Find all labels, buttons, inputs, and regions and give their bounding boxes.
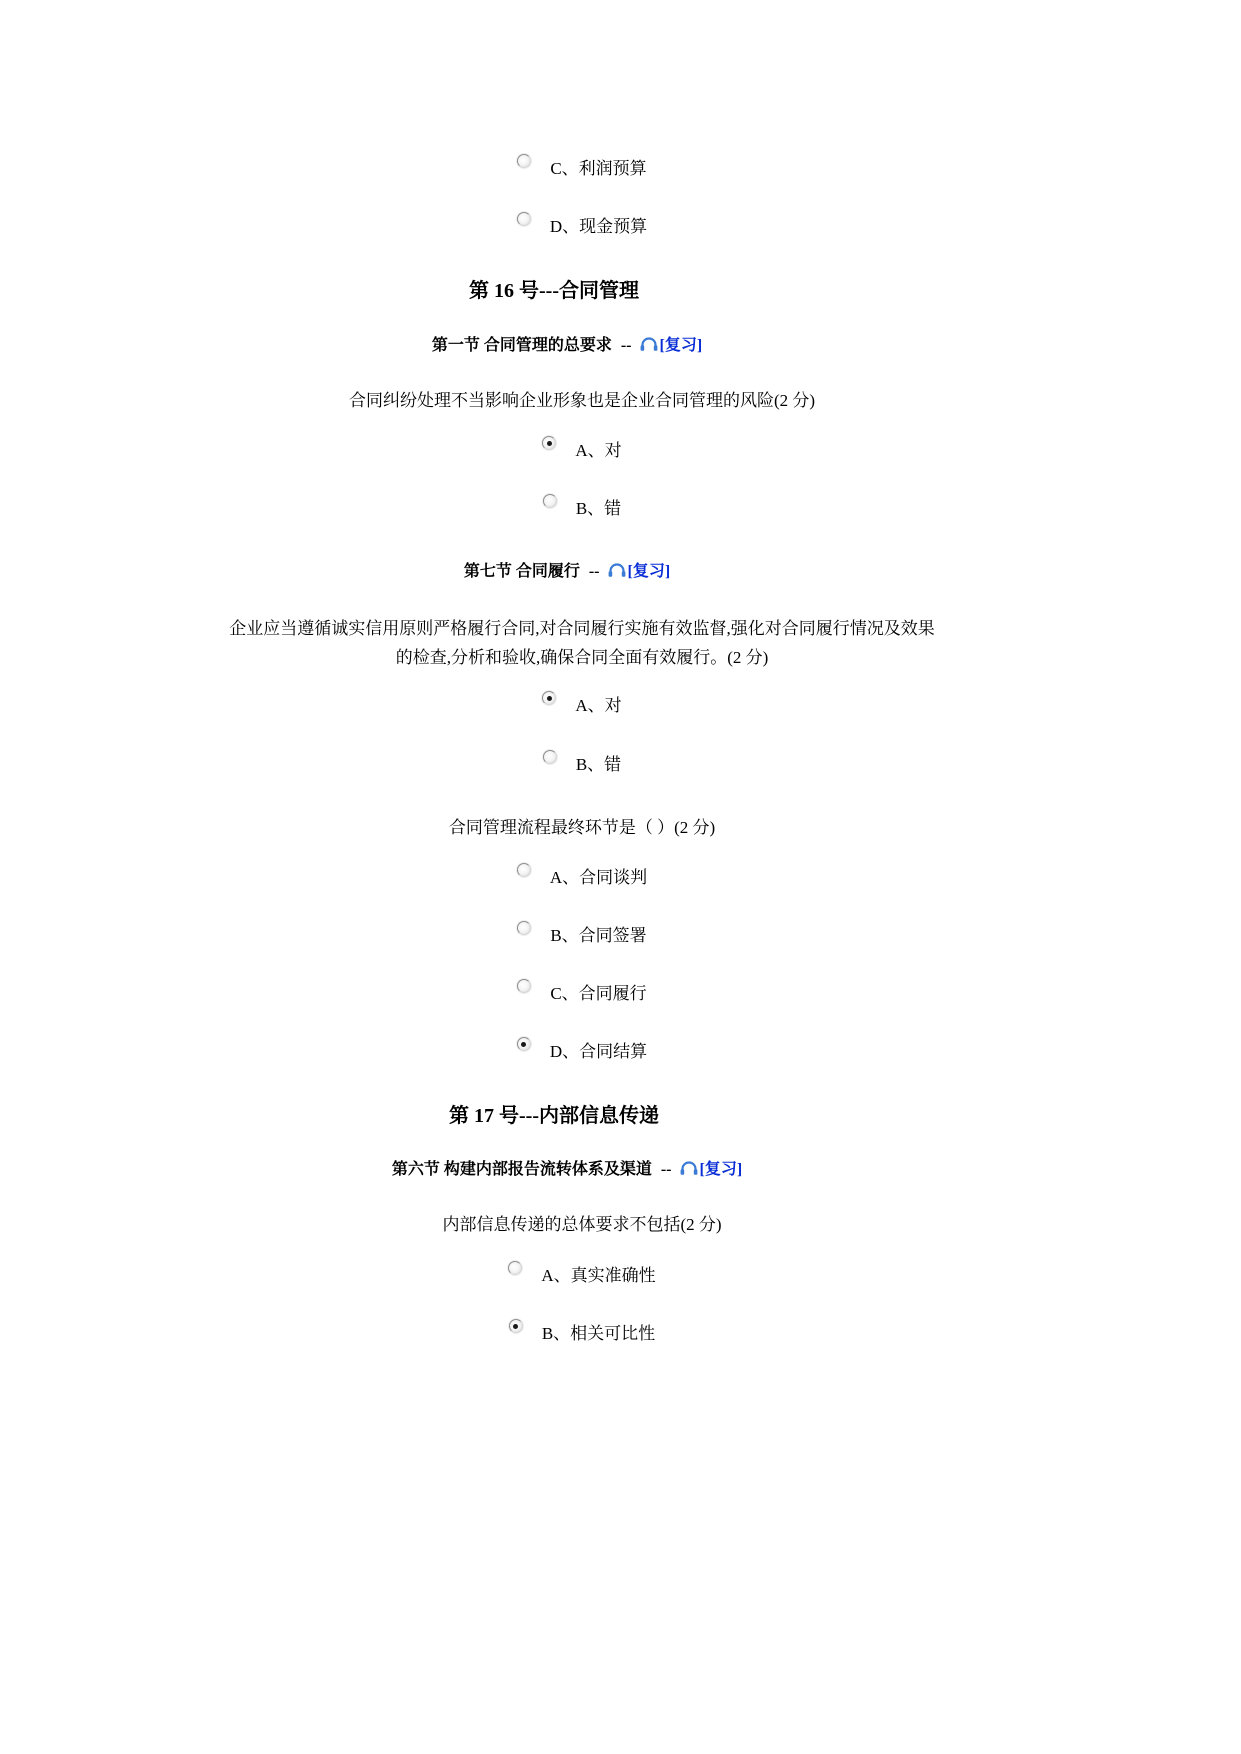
headphones-icon (639, 336, 659, 352)
option-row[interactable] (0, 696, 1164, 716)
radio-icon[interactable] (517, 154, 531, 168)
radio-icon[interactable] (543, 750, 557, 764)
question-text (0, 818, 1164, 838)
option-row[interactable] (0, 984, 1164, 1004)
option-row[interactable] (0, 217, 1164, 237)
option-row[interactable] (0, 1042, 1164, 1062)
question-line: 合同管理流程最终环节是（ ）(2 分) (448, 818, 716, 837)
headphones-icon (679, 1160, 699, 1176)
chapter-title: 第 16 号---合同管理 (469, 280, 639, 302)
radio-icon[interactable] (542, 436, 556, 450)
radio-icon[interactable] (543, 494, 557, 508)
option-label[interactable]: C、利润预算 (550, 159, 647, 178)
option-row[interactable] (0, 755, 1164, 775)
review-link[interactable] (639, 337, 703, 354)
option-label[interactable]: D、合同结算 (549, 1042, 648, 1061)
option-row[interactable] (0, 441, 1164, 461)
option-row[interactable] (0, 926, 1164, 946)
radio-icon[interactable] (517, 1037, 531, 1051)
radio-icon[interactable] (542, 691, 556, 705)
question-line: 内部信息传递的总体要求不包括(2 分) (442, 1215, 722, 1234)
radio-icon[interactable] (517, 863, 531, 877)
review-link[interactable] (607, 563, 671, 580)
question-line: 的检查,分析和验收,确保合同全面有效履行。(2 分) (395, 648, 769, 667)
option-row[interactable] (0, 159, 1164, 179)
section-title: 第七节 合同履行 (463, 563, 580, 580)
radio-icon[interactable] (517, 921, 531, 935)
section-separator: -- (588, 563, 600, 580)
section-heading (0, 1160, 1134, 1180)
option-label[interactable]: A、对 (575, 696, 622, 715)
chapter-title: 第 17 号---内部信息传递 (449, 1105, 659, 1127)
radio-icon[interactable] (517, 979, 531, 993)
question-text (0, 614, 1164, 672)
option-row[interactable] (0, 868, 1164, 888)
option-label[interactable]: C、合同履行 (550, 984, 647, 1003)
review-link[interactable] (679, 1161, 743, 1178)
section-title: 第一节 合同管理的总要求 (431, 337, 612, 354)
radio-icon[interactable] (509, 1319, 523, 1333)
option-label[interactable]: B、相关可比性 (541, 1324, 656, 1343)
option-label[interactable]: D、现金预算 (549, 217, 648, 236)
section-heading (0, 336, 1134, 356)
option-label[interactable]: B、合同签署 (550, 926, 647, 945)
section-separator: -- (660, 1161, 672, 1178)
radio-icon[interactable] (508, 1261, 522, 1275)
option-label[interactable]: A、对 (575, 441, 622, 460)
option-row[interactable] (0, 1266, 1164, 1286)
question-text (0, 391, 1164, 411)
section-separator: -- (620, 337, 632, 354)
option-label[interactable]: B、错 (575, 499, 622, 518)
question-text (0, 1215, 1164, 1235)
question-line: 企业应当遵循诚实信用原则严格履行合同,对合同履行实施有效监督,强化对合同履行情况及效果 (229, 619, 935, 638)
option-label[interactable]: B、错 (575, 755, 622, 774)
option-label[interactable]: A、合同谈判 (549, 868, 648, 887)
radio-icon[interactable] (517, 212, 531, 226)
section-title: 第六节 构建内部报告流转体系及渠道 (391, 1161, 652, 1178)
section-heading (0, 562, 1134, 582)
question-line: 合同纠纷处理不当影响企业形象也是企业合同管理的风险(2 分) (348, 391, 816, 410)
review-link-label[interactable]: [复习] (699, 1161, 743, 1178)
review-link-label[interactable]: [复习] (627, 563, 671, 580)
option-row[interactable] (0, 499, 1164, 519)
review-link-label[interactable]: [复习] (659, 337, 703, 354)
headphones-icon (607, 562, 627, 578)
option-row[interactable] (0, 1324, 1164, 1344)
option-label[interactable]: A、真实准确性 (541, 1266, 656, 1285)
